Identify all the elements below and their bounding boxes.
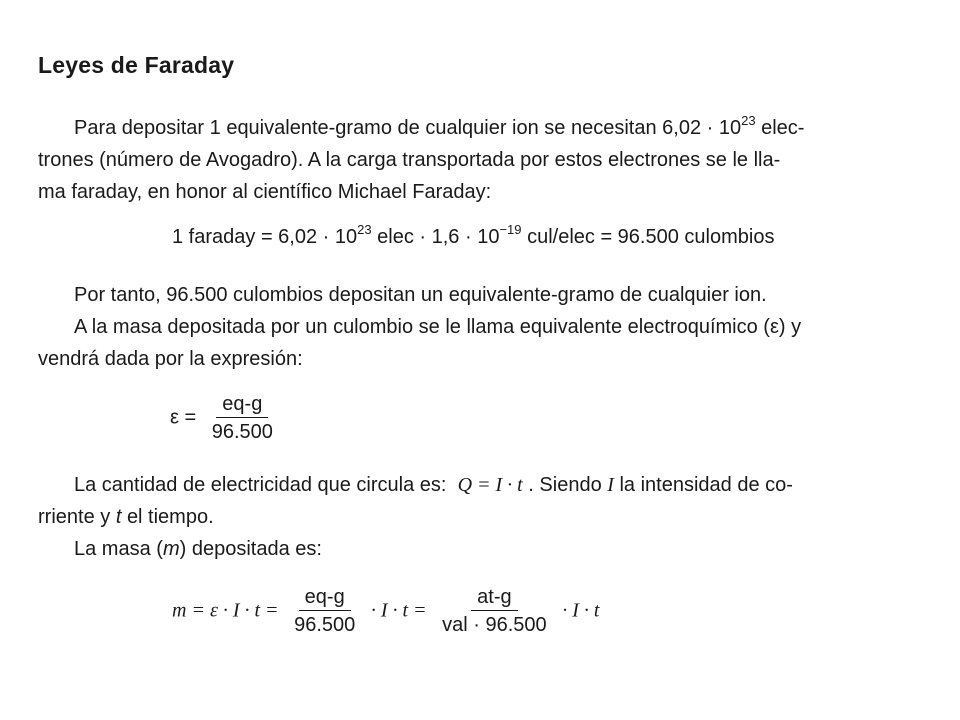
paragraph-masa: [38, 533, 900, 565]
eq2-fraction: [206, 392, 279, 444]
p4-formula: Q = I · t: [457, 474, 523, 496]
p5-text-b: ) depositada es:: [179, 538, 322, 560]
eq2-numerator: eq-g: [216, 392, 268, 418]
eq1-text-c: cul/elec = 96.500 culombios: [521, 226, 775, 248]
eq1-exponent-a: 23: [357, 222, 372, 237]
eq3-fraction-2: [436, 585, 553, 637]
p4-var-t: t: [115, 506, 122, 528]
p5-var-m: m: [162, 538, 180, 560]
mass-equation: [172, 585, 599, 637]
paragraph-equivalente: [38, 311, 900, 375]
p4-text-a: La cantidad de electricidad que circula es:: [74, 474, 447, 496]
eq3-frac2-denominator: val · 96.500: [442, 614, 547, 636]
eq3-middle: · I · t =: [370, 599, 427, 622]
eq2-denominator: 96.500: [211, 421, 273, 443]
p4-text-c: la intensidad de co-: [619, 474, 793, 496]
p3-line2: vendrá dada por la expresión:: [38, 348, 303, 370]
p4-text-e: el tiempo.: [126, 506, 214, 528]
p1-exponent: 23: [741, 113, 756, 128]
p1-line2: trones (número de Avogadro). A la carga transportada por estos electrones se le lla-: [38, 149, 781, 171]
p4-text-d: rriente y: [38, 506, 111, 528]
p5-text-a: La masa (: [74, 538, 163, 560]
eq3-frac1-numerator: eq-g: [299, 585, 351, 611]
eq1-text-a: 1 faraday = 6,02 · 10: [172, 226, 358, 248]
eq2-lhs: ε =: [170, 406, 197, 429]
eq3-lhs: m = ε · I · t =: [172, 599, 279, 622]
section-title: Leyes de Faraday: [38, 52, 235, 78]
p2-text: Por tanto, 96.500 culombios depositan un equivalente-gramo de cualquier ion.: [74, 284, 767, 306]
eq3-tail: · I · t: [562, 599, 600, 622]
eq3-fraction-1: [288, 585, 361, 637]
p4-var-i: I: [607, 474, 614, 496]
p1-text-a: Para depositar 1 equivalente-gramo de cualquier ion se necesitan 6,02 · 10: [74, 117, 742, 139]
faraday-equation: [172, 222, 775, 249]
eq3-frac1-denominator: 96.500: [294, 614, 356, 636]
paragraph-avogadro: [38, 112, 900, 208]
p1-text-b: elec-: [755, 117, 805, 139]
epsilon-equation: [170, 392, 283, 444]
eq1-exponent-b: −19: [499, 222, 522, 237]
paragraph-electricidad: [38, 469, 900, 533]
p4-text-b: . Siendo: [528, 474, 602, 496]
eq3-frac2-numerator: at-g: [471, 585, 517, 611]
p1-line3: ma faraday, en honor al científico Michael Faraday:: [38, 181, 492, 203]
eq1-text-b: elec · 1,6 · 10: [371, 226, 500, 248]
p3-line1: A la masa depositada por un culombio se le llama equivalente electroquímico (ε) y: [74, 316, 802, 338]
paragraph-culombios: [38, 279, 900, 311]
